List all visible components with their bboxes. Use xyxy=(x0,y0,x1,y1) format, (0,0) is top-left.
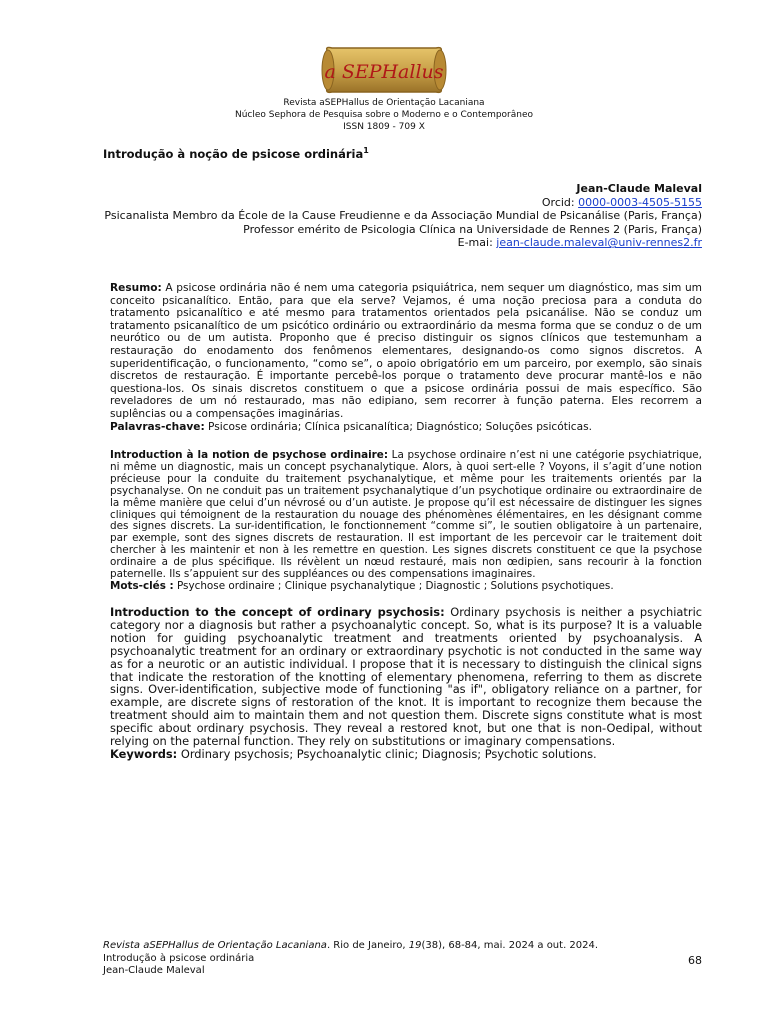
issn: ISSN 1809 - 709 X xyxy=(343,122,425,132)
abstract-portuguese xyxy=(110,282,702,433)
keywords: Palavras-chave: Psicose ordinária; Clínica psicanalítica; Diagnóstico; Soluções psicóticas. xyxy=(110,420,592,433)
email-line: E-mai: jean-claude.maleval@univ-rennes2.fr xyxy=(457,236,702,250)
journal-name: Revista aSEPHallus de Orientação Lacaniana xyxy=(283,98,485,108)
research-group: Núcleo Sephora de Pesquisa sobre o Moderno e o Contemporâneo xyxy=(234,110,534,120)
journal-logo xyxy=(0,42,768,98)
author-block xyxy=(104,182,702,250)
keywords: Mots-clés : Psychose ordinaire ; Clinique psychanalytique ; Diagnostic ; Solutions psychotiques. xyxy=(110,579,614,592)
orcid-line: Orcid: 0000-0003-4505-5155 xyxy=(541,195,702,209)
journal-header xyxy=(0,97,768,133)
affiliation-1: Psicanalista Membro da École de la Cause Freudienne e da Associação Mundial de Psicanálise (Paris, França) xyxy=(104,209,702,223)
orcid-link[interactable]: 0000-0003-4505-5155 xyxy=(578,195,702,209)
abstract-french xyxy=(110,450,702,593)
abstract-label: Introduction à la notion de psychose ordinaire: xyxy=(110,449,388,461)
citation: Revista aSEPHallus de Orientação Lacaniana. Rio de Janeiro, 19(38), 68-84, mai. 2024 a out. 2024. xyxy=(103,940,599,951)
scroll-logo-icon xyxy=(318,42,450,98)
running-author: Jean-Claude Maleval xyxy=(103,965,205,976)
running-title: Introdução à psicose ordinária xyxy=(103,952,255,964)
abstract-text: La psychose ordinaire n’est ni une catégorie psychiatrique, ni même un diagnostic, mais un concept psychanalytique. Alors, à quoi sert-elle ? Voyons, il s’agit d’une notion précieuse pour la conduite du traitement psychanalytique, et même pour les traitements orientés par la psychanalyse. On ne conduit pas un traitement psychanalytique d’un psychotique ordinaire ou extraordinaire de la même manière que celui d’un névrosé ou d’un autiste. Je propose qu’il est nécessaire de distinguer les signes cliniques qui témoignent de la restauration du nouage des phénomènes élémentaires, en les désignant comme des signes discrets. La sur-identification, le fonctionnement “comme si”, le soutien obligatoire à un partenaire, par exemple, sont des signes discrets de restauration. Il est important de les percevoir car le traitement doit chercher à les maintenir et non à les remettre en question. Les signes discrets constituent ce que la psychose ordinaire a de plus spécifique. Ils révèlent un nœud restauré, mais non œdipien, sans recourir à la fonction paternelle. Ils s’appuient sur des suppléances ou des compensations imaginaires. xyxy=(110,449,702,581)
logo-text: a SEPHallus xyxy=(324,61,444,83)
author-name: Jean-Claude Maleval xyxy=(576,182,702,195)
page-number: 68 xyxy=(688,954,702,967)
abstract-text: Ordinary psychosis is neither a psychiatric category nor a diagnosis but rather a psychoanalytic concept. So, what is its purpose? It is a valuable notion for guiding psychoanalytic treatment and treatments oriented by psychoanalysis. A psychoanalytic treatment for an ordinary or extraordinary psychotic is not conducted in the same way as for a neurotic or an autistic individual. I propose that it is necessary to distinguish the clinical signs that indicate the restoration of the knotting of elementary phenomena, referring to them as discrete signs. Over-identification, subjective mode of functioning "as if", obligatory reliance on a partner, for example, are discrete signs of restoration of the knot. It is important to recognize them because the treatment should aim to maintain them and not question them. Discrete signs constitute what is most specific about ordinary psychosis. They reveal a restored knot, but one that is non-Oedipal, without relying on the paternal function. They rely on substitutions or imaginary compensations. xyxy=(110,605,702,749)
abstract-label: Introduction to the concept of ordinary psychosis: xyxy=(110,605,445,619)
email-link[interactable]: jean-claude.maleval@univ-rennes2.fr xyxy=(496,236,702,250)
affiliation-2: Professor emérito de Psicologia Clínica na Universidade de Rennes 2 (Paris, França) xyxy=(243,222,702,236)
article-title: Introdução à noção de psicose ordinária$^1$ xyxy=(103,146,369,161)
abstract-label: Resumo: xyxy=(110,282,162,294)
abstract-english xyxy=(110,606,702,761)
keywords: Keywords: Ordinary psychosis; Psychoanalytic clinic; Diagnosis; Psychotic solutions. xyxy=(110,746,597,761)
footnote-marker[interactable]: 1 xyxy=(363,146,369,155)
page-footer xyxy=(103,940,703,978)
abstract-text: A psicose ordinária não é nem uma categoria psiquiátrica, nem sequer um diagnóstico, mas sim um conceito psicanalítico. Então, para que ela serve? Vejamos, é uma noção preciosa para a conduta do tratamento psicanalítico e até mesmo para tratamentos orientados pela psicanálise. Não se conduz um tratamento psicanalítico de um psicótico ordinário ou extraordinário da mesma forma que se conduz o de um neurótico ou de um autista. Proponho que é preciso distinguir os signos clínicos que testemunham a restauração do enodamento dos fenômenos elementares, designando-os como signos discretos. A superidentificação, o funcionamento, “como se”, o apoio obrigatório em um parceiro, por exemplo, são sinais discretos de restauração. É importante percebê-los porque o tratamento deve procurar mantê-los e não questiona-los. Os sinais discretos constituem o que a psicose ordinária possui de mais específico. São reveladores de um nó restaurado, mas não edipiano, sem recorrer à função paterna. Eles recorrem a suplências ou a compensações imaginárias. xyxy=(110,282,702,420)
